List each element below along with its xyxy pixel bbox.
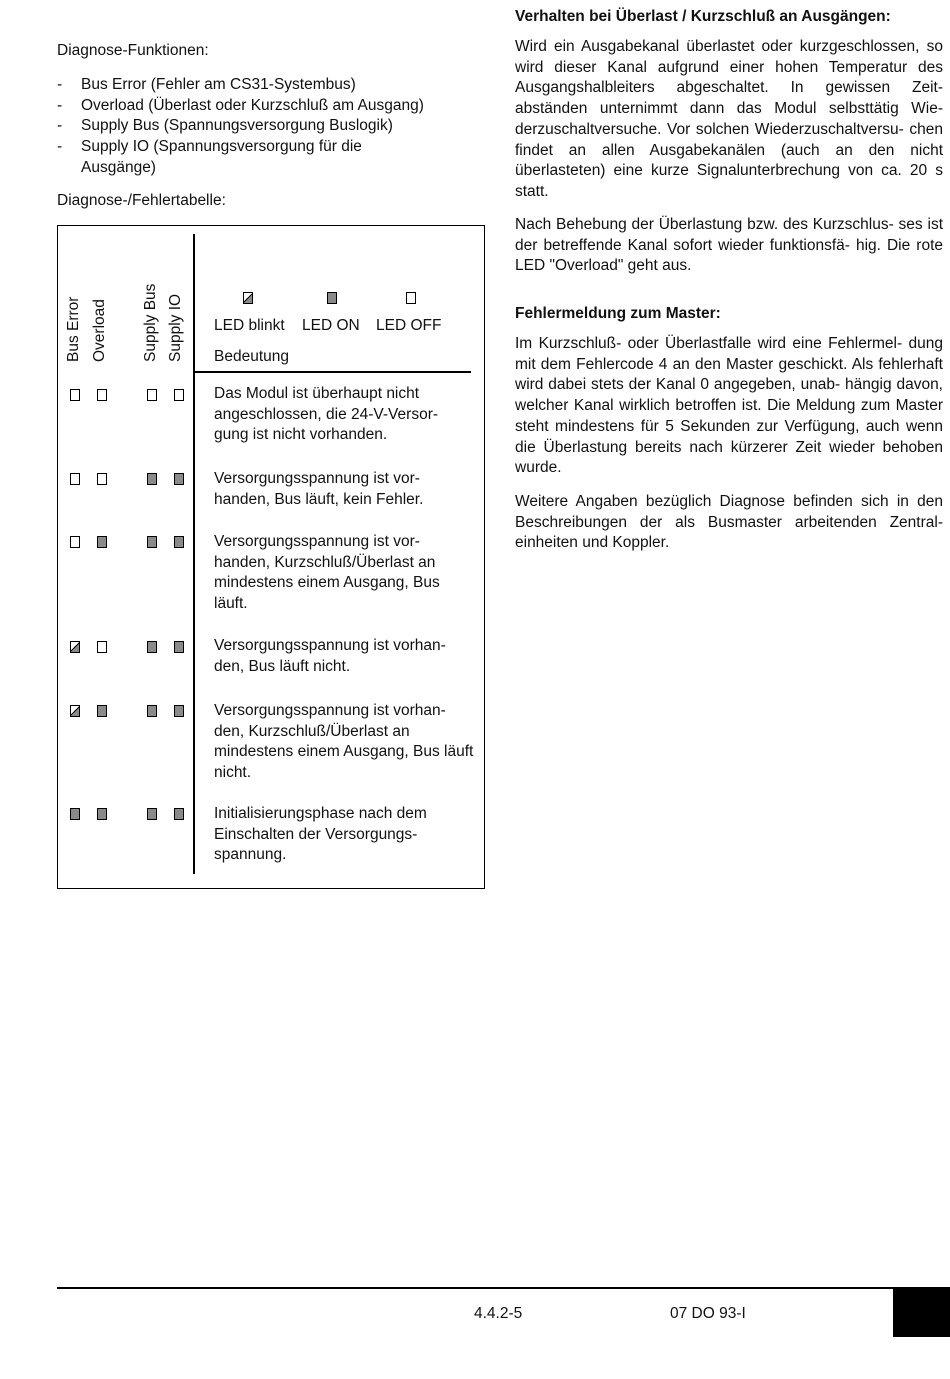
led-bus-error-blink xyxy=(70,705,80,717)
table-vertical-divider xyxy=(193,234,195,874)
diagnosis-table xyxy=(57,225,485,889)
led-overload-on xyxy=(97,536,107,548)
led-supply-io-on xyxy=(174,641,184,653)
led-supply-io-on xyxy=(174,536,184,548)
table-row-meaning: Versorgungsspannung ist vorhan- den, Kurzschluß/Überlast an mindestens einem Ausgang, Bus läuft nicht. xyxy=(214,702,474,782)
legend-on-label: LED ON xyxy=(302,317,360,334)
legend-off-icon xyxy=(406,292,416,304)
document-id: 07 DO 93-I xyxy=(670,1305,746,1322)
led-supply-io-on xyxy=(174,705,184,717)
led-supply-io-on xyxy=(174,808,184,820)
list-item: - Overload (Überlast oder Kurzschluß am Ausgang) xyxy=(57,96,477,117)
list-item: - Bus Error (Fehler am CS31-Systembus) xyxy=(57,75,477,96)
led-supply-bus-on xyxy=(147,473,157,485)
legend-blink-icon xyxy=(243,292,253,304)
master-paragraph: Im Kurzschluß- oder Überlastfalle wird eine Fehlermel- dung mit dem Fehlercode 4 an den Master geschickt. Als fehlerhaft wird dabei stets der Kanal 0 angegeben, unab- hängig davon, welcher Kanal wirklich betroffen ist. Die Meldung zum Master steht mindestens für 5 Sekunden zur Verfügung, auch wenn die Überlastung bereits nach kürzerer Zeit wieder behoben wurde. xyxy=(515,335,943,477)
led-supply-bus-on xyxy=(147,536,157,548)
led-bus-error-on xyxy=(70,808,80,820)
recovery-paragraph: Nach Behebung der Überlastung bzw. des Kurzschlus- ses ist der betreffende Kanal sofort wieder funktionsfä- hig. Die rote LED "Overload" geht aus. xyxy=(515,216,943,275)
table-row-meaning: Das Modul ist überhaupt nicht angeschlossen, die 24-V-Versor- gung ist nicht vorhanden. xyxy=(214,385,439,444)
legend-off-label: LED OFF xyxy=(376,317,442,334)
led-supply-io-off xyxy=(174,389,184,401)
led-overload-off xyxy=(97,473,107,485)
diagnose-functions-heading: Diagnose-Funktionen: xyxy=(57,42,209,59)
led-overload-off xyxy=(97,389,107,401)
led-supply-bus-on xyxy=(147,705,157,717)
led-overload-off xyxy=(97,641,107,653)
led-overload-on xyxy=(97,705,107,717)
table-row-meaning: Versorgungsspannung ist vor- handen, Kurzschluß/Überlast an mindestens einem Ausgang, Bus läuft. xyxy=(214,533,440,613)
table-caption: Diagnose-/Fehlertabelle: xyxy=(57,192,226,209)
table-row-meaning: Versorgungsspannung ist vorhan- den, Bus läuft nicht. xyxy=(214,637,446,675)
led-supply-bus-off xyxy=(147,389,157,401)
led-overload-on xyxy=(97,808,107,820)
list-item: - Supply Bus (Spannungsversorgung Buslogik) xyxy=(57,116,477,137)
led-bus-error-off xyxy=(70,389,80,401)
diagnose-functions-list xyxy=(57,75,477,179)
further-info-paragraph: Weitere Angaben bezüglich Diagnose befinden sich in den Beschreibungen der als Busmaster arbeitenden Zentral- einheiten und Koppler. xyxy=(515,493,943,552)
overload-paragraph: Wird ein Ausgabekanal überlastet oder kurzgeschlossen, so wird dieser Kanal aufgrund einer hohen Temperatur des Ausgangshalbleiters abgeschaltet. In gewissen Zeit- abständen unternimmt dann das Modul selbsttätig Wie- derzuschaltversuche. Vor solchen Wiederzuschaltversu- chen findet an allen Ausgabekanälen (auch an den nicht überlasteten) eine kurze Signalunterbrechung von ca. 20 s statt. xyxy=(515,38,943,200)
footer-black-tab xyxy=(893,1287,950,1337)
meaning-header: Bedeutung xyxy=(214,348,289,365)
column-label-supply-io: Supply IO xyxy=(167,293,184,362)
table-row-meaning: Initialisierungsphase nach dem Einschalten der Versorgungs- spannung. xyxy=(214,805,427,864)
legend-on-icon xyxy=(327,292,337,304)
led-bus-error-off xyxy=(70,536,80,548)
table-header-divider xyxy=(195,371,471,373)
led-bus-error-blink xyxy=(70,641,80,653)
led-supply-bus-on xyxy=(147,808,157,820)
master-heading: Fehlermeldung zum Master: xyxy=(515,305,721,322)
page-number: 4.4.2-5 xyxy=(474,1305,523,1322)
column-label-supply-bus: Supply Bus xyxy=(142,283,159,362)
list-item: - Supply IO (Spannungsversorgung für die Ausgänge) xyxy=(57,137,411,178)
overload-heading: Verhalten bei Überlast / Kurzschluß an Ausgängen: xyxy=(515,8,891,25)
led-supply-io-on xyxy=(174,473,184,485)
legend-blink-label: LED blinkt xyxy=(214,317,285,334)
column-label-overload: Overload xyxy=(91,299,108,362)
table-row-meaning: Versorgungsspannung ist vor- handen, Bus läuft, kein Fehler. xyxy=(214,470,424,508)
led-supply-bus-on xyxy=(147,641,157,653)
led-bus-error-off xyxy=(70,473,80,485)
footer-rule xyxy=(57,1287,950,1289)
column-label-bus-error: Bus Error xyxy=(65,296,82,362)
